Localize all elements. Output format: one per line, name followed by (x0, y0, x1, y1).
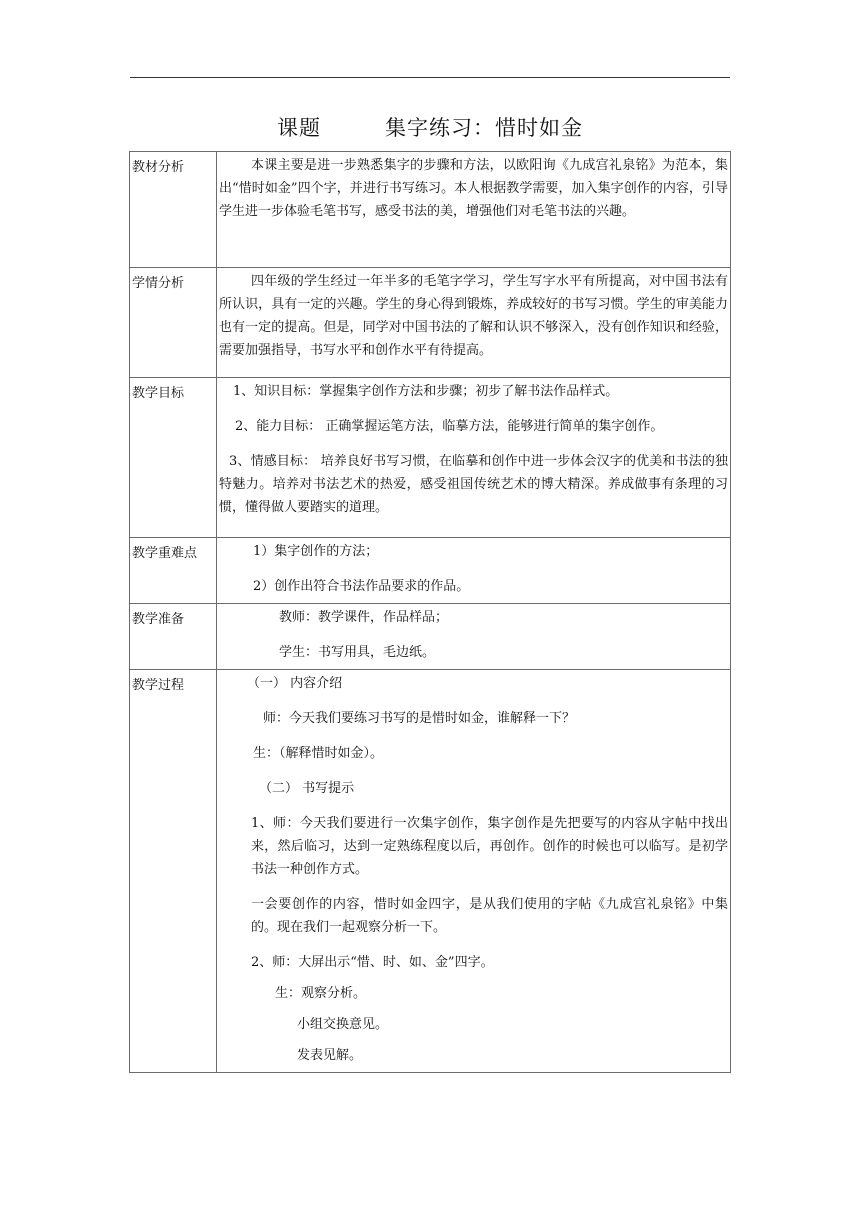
row-process (130, 670, 731, 1073)
keypoint-item: 2）创作出符合书法作品要求的作品。 (253, 579, 470, 594)
row-goals (130, 378, 731, 538)
process-line: 生：（解释惜时如金）。 (253, 746, 384, 761)
goal-item: 3、情感目标： 培养良好书写习惯，在临摹和创作中进一步体会汉字的优美和书法的独特魅力。培养对书法艺术的热爱，感受祖国传统艺术的博大精深。养成做事有条理的习惯，懂得做人要踏实的道理。 (219, 454, 728, 515)
process-line: 发表见解。 (297, 1048, 363, 1063)
title-label: 课题 (277, 116, 321, 140)
keypoints-label: 教学重难点 (130, 538, 217, 604)
goal-item: 1、知识目标：掌握集字创作方法和步骤；初步了解书法作品样式。 (233, 384, 619, 399)
row-material (130, 152, 731, 268)
process-label: 教学过程 (130, 670, 217, 1073)
process-line: 1、师：今天我们要进行一次集字创作，集字创作是先把要写的内容从字帖中找出来，然后临习，达到一定熟练程度以后，再创作。创作的时候也可以临写。是初学书法一种创作方式。 (251, 816, 728, 877)
prep-label: 教学准备 (130, 604, 217, 670)
row-keypoints (130, 538, 731, 604)
lesson-plan-table (129, 151, 731, 1073)
process-heading-1: （一） 内容介绍 (247, 676, 343, 691)
goals-content (217, 378, 731, 538)
row-prep (130, 604, 731, 670)
prep-item: 学生：书写用具，毛边纸。 (279, 645, 436, 660)
students-text: 四年级的学生经过一年半多的毛笔字学习，学生写字水平有所提高，对中国书法有所认识，具有一定的兴趣。学生的身心得到锻炼，养成较好的书写习惯。学生的审美能力也有一定的提高。但是，同学对中国书法的了解和认识不够深入，没有创作知识和经验，需要加强指导，书写水平和创作水平有待提高。 (219, 274, 728, 358)
keypoint-item: 1）集字创作的方法； (253, 544, 379, 559)
process-line: 小组交换意见。 (297, 1017, 389, 1032)
goals-label: 教学目标 (130, 378, 217, 538)
material-content (217, 152, 731, 268)
title-text: 集字练习：惜时如金 (385, 116, 583, 140)
material-label: 教材分析 (130, 152, 217, 268)
keypoints-content (217, 538, 731, 604)
row-students (130, 268, 731, 378)
prep-content (217, 604, 731, 670)
header-rule (130, 77, 730, 78)
process-line: 2、师：大屏出示“惜、时、如、金”四字。 (251, 955, 494, 970)
goal-item: 2、能力目标： 正确掌握运笔方法，临摹方法，能够进行简单的集字创作。 (235, 419, 664, 434)
students-label: 学情分析 (130, 268, 217, 378)
process-line: 一会要创作的内容，惜时如金四字，是从我们使用的字帖《九成宫礼泉铭》中集的。现在我们一起观察分析一下。 (251, 897, 728, 935)
prep-item: 教师：教学课件，作品样品； (279, 610, 449, 625)
students-content (217, 268, 731, 378)
page-title (130, 112, 730, 142)
process-heading-2: （二） 书写提示 (259, 781, 355, 796)
process-line: 生：观察分析。 (275, 986, 367, 1001)
process-content (217, 670, 731, 1073)
material-text: 本课主要是进一步熟悉集字的步骤和方法，以欧阳询《九成宫礼泉铭》为范本，集出“惜时如金”四个字，并进行书写练习。本人根据教学需要，加入集字创作的内容，引导学生进一步体验毛笔书写，感受书法的美，增强他们对毛笔书法的兴趣。 (219, 158, 728, 219)
process-line: 师：今天我们要练习书写的是惜时如金，谁解释一下？ (263, 711, 576, 726)
